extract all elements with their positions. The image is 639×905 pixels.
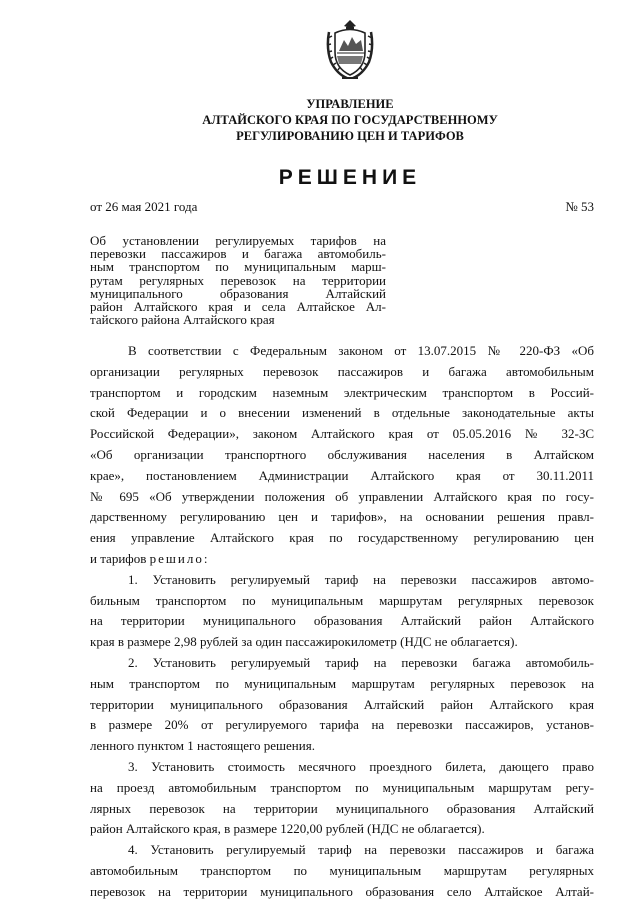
preamble-line: ения управление Алтайского края по государственному регулированию цен: [90, 530, 594, 546]
item-line: 3. Установить стоимость месячного проездного билета, дающего право: [128, 758, 594, 774]
item-line: бильным транспортом по муниципальным маршрутам регулярных перевозок: [90, 592, 594, 608]
item-line: перевозок на территории муниципального образования село Алтайское Алтай-: [90, 883, 594, 899]
preamble-line: крае», постановлением Администрации Алтайского края от 30.11.2011: [90, 467, 594, 483]
subject-line: рутам регулярных перевозок на территории: [90, 272, 386, 288]
subject-line: ным транспортом по муниципальным марш-: [90, 259, 386, 275]
item-line: 4. Установить регулируемый тариф на перевозки пассажиров и багажа: [128, 842, 594, 858]
document-subject: [90, 234, 386, 326]
subject-line: муниципального образования Алтайский: [90, 285, 386, 301]
subject-line: перевозки пассажиров и багажа автомобиль-: [90, 246, 386, 262]
authority-line: АЛТАЙСКОГО КРАЯ ПО ГОСУДАРСТВЕННОМУ: [202, 113, 498, 127]
item-line: на проезд автомобильным транспортом по муниципальным маршрутам регу-: [90, 779, 594, 795]
subject-line: Об установлении регулируемых тарифов на: [90, 233, 386, 248]
subject-line: тайского района Алтайского края: [90, 312, 275, 328]
preamble-line: «Об организации транспортного обслуживания населения в Алтайском: [90, 446, 594, 462]
document-number: № 53: [565, 199, 594, 214]
item-line: края в размере 2,98 рублей за один пассажирокилометр (НДС не облагается).: [90, 634, 518, 650]
item-line: на территории муниципального образования Алтайский район Алтайского: [90, 613, 594, 629]
document-date: от 26 мая 2021 года: [90, 199, 198, 214]
preamble-line: № 695 «Об утверждении положения об управлении Алтайского края по госу-: [90, 488, 594, 504]
preamble-line: Российской Федерации», законом Алтайского края от 05.05.2016 № 32-ЗС: [90, 426, 594, 442]
item-line: район Алтайского края, в размере 1220,00 рублей (НДС не облагается).: [90, 821, 485, 837]
preamble-line: ской Федерации и о внесении изменений в отдельные законодательные акты: [90, 405, 594, 421]
item-line: автомобильным транспортом по муниципальным маршрутам регулярных: [90, 862, 594, 878]
preamble-colon: :: [203, 550, 208, 566]
item-line: территории муниципального образования Алтайский район Алтайского края: [90, 696, 594, 712]
item-line: лярных перевозок на территории муниципального образования Алтайский: [90, 800, 594, 816]
preamble-end-text: и тарифов: [90, 550, 147, 566]
document-body: [90, 341, 594, 903]
resolved-word: решило: [149, 550, 204, 566]
authority-line: УПРАВЛЕНИЕ: [306, 97, 394, 111]
item-line: ленного пунктом 1 настоящего решения.: [90, 738, 315, 754]
document-type-title: РЕШЕНИЕ: [278, 166, 422, 189]
preamble-line: В соответствии с Федеральным законом от 13.07.2015 № 220-ФЗ «Об: [128, 343, 594, 358]
item-line: 1. Установить регулируемый тариф на перевозки пассажиров автомо-: [128, 571, 594, 587]
preamble-line: дарственному регулированию цен и тарифов», на основании решения правл-: [90, 509, 594, 525]
subject-line: район Алтайского края и села Алтайское Ал-: [90, 299, 386, 315]
item-line: ным транспортом по муниципальным маршрутам регулярных перевозок на: [90, 675, 594, 691]
item-line: в размере 20% от регулируемого тарифа на перевозки пассажиров, установ-: [90, 717, 594, 733]
coat-of-arms-icon: [325, 18, 375, 80]
issuing-authority: [150, 96, 550, 144]
preamble-line: организации регулярных перевозок пассажиров и багажа автомобильным: [90, 363, 594, 379]
preamble-final-line: [90, 549, 594, 570]
preamble-line: транспортом и городским наземным электрическим транспортом в Россий-: [90, 384, 594, 400]
item-line: 2. Установить регулируемый тариф на перевозки багажа автомобиль-: [128, 654, 594, 670]
authority-line: РЕГУЛИРОВАНИЮ ЦЕН И ТАРИФОВ: [236, 129, 464, 143]
